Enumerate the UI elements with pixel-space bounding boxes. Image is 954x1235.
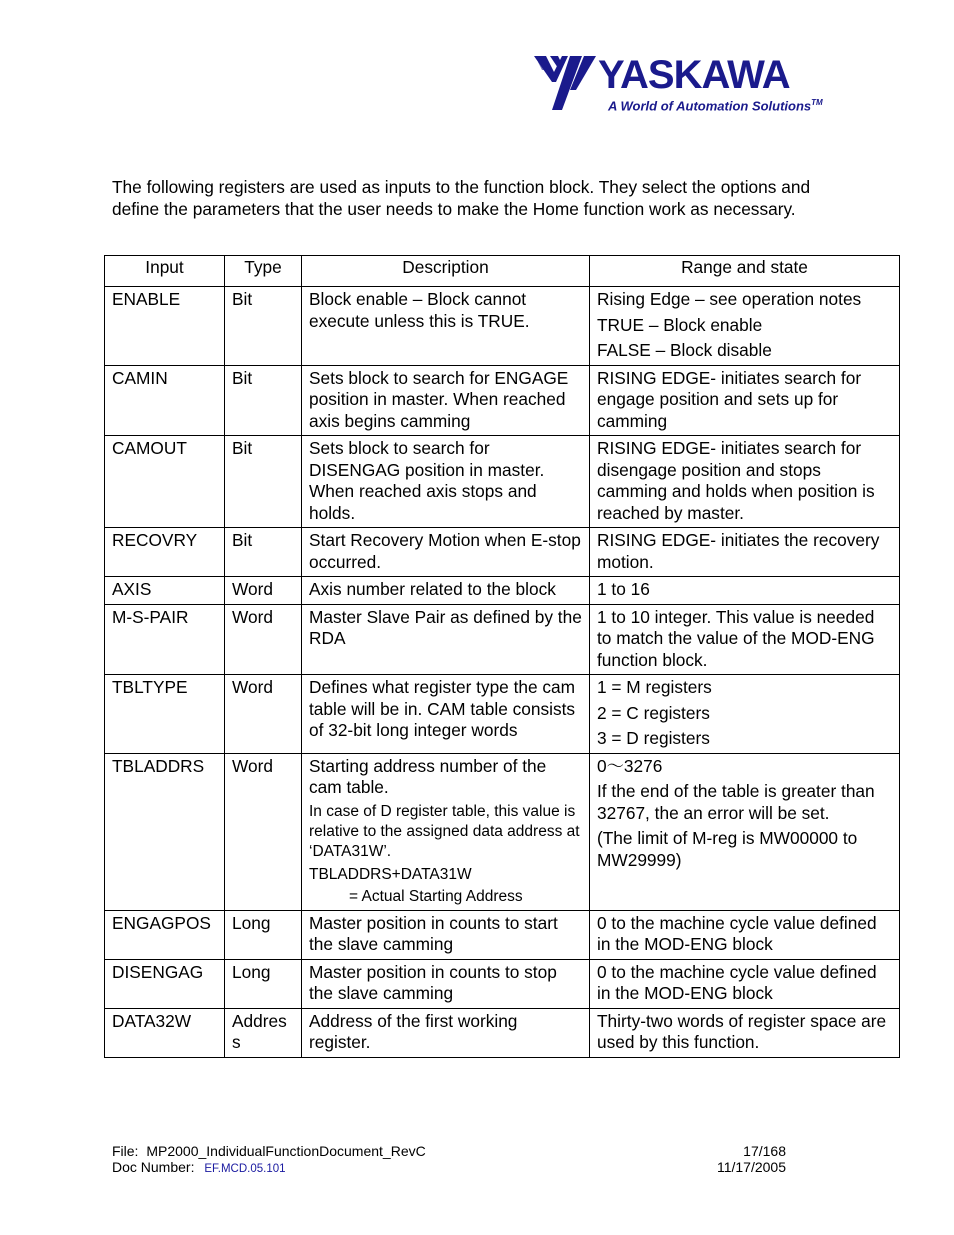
doc-number: EF.MCD.05.101	[204, 1163, 286, 1175]
cell-type: Word	[225, 604, 302, 675]
table-header-row	[105, 256, 900, 287]
cell-input: CAMIN	[105, 365, 225, 436]
header-type: Type	[225, 256, 302, 287]
trademark-mark: TM	[811, 98, 823, 107]
cell-range: RISING EDGE- initiates search for engage position and sets up for camming	[590, 365, 900, 436]
header-description: Description	[302, 256, 590, 287]
cell-input: DATA32W	[105, 1008, 225, 1057]
cell-input: DISENGAG	[105, 959, 225, 1008]
table-row	[105, 1008, 900, 1057]
file-label: File:	[112, 1143, 139, 1159]
cell-range: Thirty-two words of register space are used by this function.	[590, 1008, 900, 1057]
cell-range: RISING EDGE- initiates search for disengage position and stops camming and holds when position is reached by master.	[590, 436, 900, 528]
cell-range: 1 to 10 integer. This value is needed to match the value of the MOD-ENG function block.	[590, 604, 900, 675]
cell-type: Word	[225, 753, 302, 910]
cell-input: TBLTYPE	[105, 675, 225, 754]
doc-number-label: Doc Number:	[112, 1159, 195, 1175]
cell-description: Starting address number of the cam table. In case of D register table, this value is relative to the assigned data address at ‘DATA31W’. TBLADDRS+DATA31W = Actual Starting Address	[302, 753, 590, 910]
cell-input: RECOVRY	[105, 528, 225, 577]
cell-type: Word	[225, 675, 302, 754]
yaskawa-emblem-icon	[532, 54, 602, 114]
cell-input: CAMOUT	[105, 436, 225, 528]
cell-description: Sets block to search for ENGAGE position in master. When reached axis begins camming	[302, 365, 590, 436]
cell-range: Rising Edge – see operation notes TRUE – Block enable FALSE – Block disable	[590, 287, 900, 366]
cell-description: Defines what register type the cam table will be in. CAM table consists of 32-bit long integer words	[302, 675, 590, 754]
cell-type: Bit	[225, 365, 302, 436]
cell-description: Master position in counts to stop the slave camming	[302, 959, 590, 1008]
brand-tagline: A World of Automation Solutions™	[608, 98, 823, 114]
cell-input: AXIS	[105, 577, 225, 605]
table-row	[105, 436, 900, 528]
document-date: 11/17/2005	[716, 1159, 786, 1175]
table-row	[105, 287, 900, 366]
cell-description: Start Recovery Motion when E-stop occurred.	[302, 528, 590, 577]
table-row	[105, 959, 900, 1008]
file-name: MP2000_IndividualFunctionDocument_RevC	[146, 1143, 426, 1159]
table-row	[105, 675, 900, 754]
cell-type: Bit	[225, 436, 302, 528]
page-number: 17/168	[743, 1143, 786, 1159]
cell-type: Word	[225, 577, 302, 605]
cell-range: 0 to the machine cycle value defined in the MOD-ENG block	[590, 959, 900, 1008]
intro-paragraph: The following registers are used as inputs to the function block. They select the options and define the parameters that the user needs to make the Home function work as necessary.	[112, 177, 811, 219]
cell-type: Long	[225, 910, 302, 959]
table-row	[105, 577, 900, 605]
header-range: Range and state	[590, 256, 900, 287]
cell-input: ENGAGPOS	[105, 910, 225, 959]
cell-description: Address of the first working register.	[302, 1008, 590, 1057]
table-row	[105, 604, 900, 675]
cell-description: Master Slave Pair as defined by the RDA	[302, 604, 590, 675]
cell-range: 0 to the machine cycle value defined in the MOD-ENG block	[590, 910, 900, 959]
cell-range: RISING EDGE- initiates the recovery motion.	[590, 528, 900, 577]
header-input: Input	[105, 256, 225, 287]
cell-input: ENABLE	[105, 287, 225, 366]
cell-type: Address	[225, 1008, 302, 1057]
cell-range: 0～3276 If the end of the table is greater than 32767, the an error will be set. (The limit of M-reg is MW00000 to MW29999)	[590, 753, 900, 910]
yaskawa-logo	[532, 54, 822, 120]
cell-type: Long	[225, 959, 302, 1008]
cell-type: Bit	[225, 528, 302, 577]
table-row	[105, 528, 900, 577]
cell-input: M-S-PAIR	[105, 604, 225, 675]
cell-range: 1 = M registers 2 = C registers 3 = D registers	[590, 675, 900, 754]
cell-input: TBLADDRS	[105, 753, 225, 910]
cell-type: Bit	[225, 287, 302, 366]
cell-description: Master position in counts to start the slave camming	[302, 910, 590, 959]
input-registers-table	[104, 255, 900, 1058]
cell-range: 1 to 16	[590, 577, 900, 605]
page-footer	[112, 1143, 786, 1175]
cell-description: Sets block to search for DISENGAG position in master. When reached axis stops and holds.	[302, 436, 590, 528]
table-row	[105, 365, 900, 436]
cell-description: Axis number related to the block	[302, 577, 590, 605]
table-row	[105, 753, 900, 910]
table-row	[105, 910, 900, 959]
cell-description: Block enable – Block cannot execute unless this is TRUE.	[302, 287, 590, 366]
brand-name: YASKAWA	[598, 53, 790, 97]
